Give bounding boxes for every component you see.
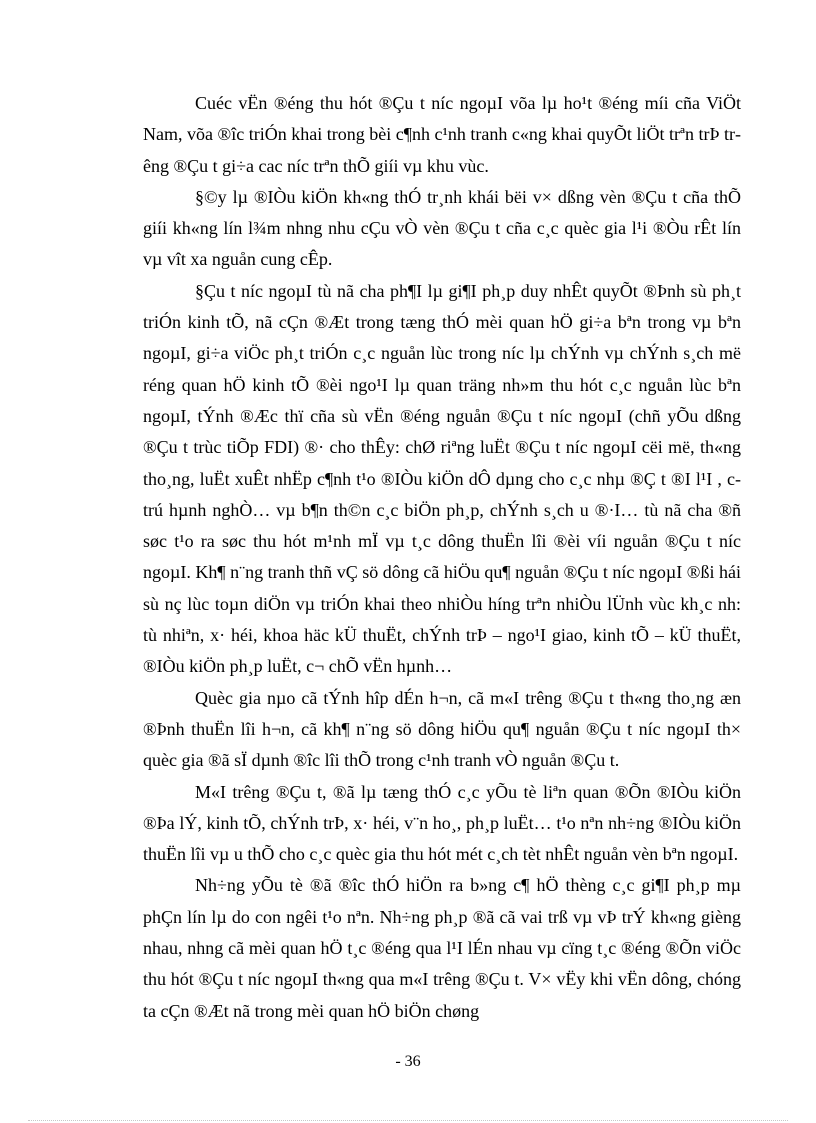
body-text <box>143 88 741 1027</box>
paragraph: §Çu t níc ngoµI tù nã cha ph¶I lµ gi¶I ph¸p duy nhÊt quyÕt ®Þnh sù ph¸t triÓn kinh tÕ, nã cÇn ®Æt trong tæng thÓ mèi quan hÖ gi÷a bªn trong vµ bªn ngoµI, gi÷a viÖc ph¸t triÓn c¸c nguån lùc trong níc lµ chÝnh vµ chÝnh s¸ch më réng quan hÖ kinh tÕ ®èi ngo¹I lµ quan träng nh»m thu hót c¸c nguån lùc bªn ngoµI, tÝnh ®Æc thï cña sù vËn ®éng nguån ®Çu t níc ngoµI (chñ yÕu dßng ®Çu t trùc tiÕp FDI) ®· cho thÊy: chØ riªng luËt ®Çu t níc ngoµI cëi më, th«ng tho¸ng, luËt xuÊt nhËp c¶nh t¹o ®IÒu kiÖn dÔ dµng cho c¸c nhµ ®Ç t ®I l¹I , c trú hµnh nghÒ… vµ b¶n th©n c¸c biÖn ph¸p, chÝnh s¸ch u ®·I… tù nã cha ®ñ søc t¹o ra søc thu hót m¹nh mÏ vµ t¸c dông thuËn lîi ®èi víi nguån ®Çu t níc ngoµI. Kh¶ n¨ng tranh thñ vÇ sö dông cã hiÖu qu¶ nguån ®Çu t níc ngoµI ®ßi hái sù nç lùc toµn diÖn vµ triÓn khai theo nhiÒu híng trªn nhiÒu lÜnh vùc kh¸c nh: tù nhiªn, x· héi, khoa häc kÜ thuËt, chÝnh trÞ – ngo¹I giao, kinh tÕ – kÜ thuËt, ®IÒu kiÖn ph¸p luËt, c¬ chÕ vËn hµnh… <box>143 280 741 677</box>
paragraph: Cuéc vËn ®éng thu hót ®Çu t níc ngoµI võa lµ ho¹t ®éng míi cña ViÖt Nam, võa ®îc triÓn khai trong bèi c¶nh c¹nh tranh c«ng khai quyÕt liÖt trªn trÞ trêng ®Çu t gi÷a cac níc trªn thÕ giíi vµ khu vùc. <box>143 93 741 176</box>
paragraph: Quèc gia nµo cã tÝnh hîp dÉn h¬n, cã m«I trêng ®Çu t th«ng tho¸ng æn ®Þnh thuËn lîi h¬n, cã kh¶ n¨ng sö dông hiÖu qu¶ nguån ®Çu t níc ngoµI th× quèc gia ®ã sÏ dµnh ®îc lîi thÕ trong c¹nh tranh vÒ nguån ®Çu t. <box>143 687 741 771</box>
page-bottom-divider <box>28 1120 788 1121</box>
paragraph: §©y lµ ®IÒu kiÖn kh«ng thÓ tr¸nh khái bëi v× dßng vèn ®Çu t cña thÕ giíi kh«ng lín l¾m nhng nhu cÇu vÒ vèn ®Çu t cña c¸c quèc gia l¹i ®Òu rÊt lín vµ vît xa nguån cung cÊp. <box>143 186 741 270</box>
paragraph: Nh÷ng yÕu tè ®ã ®îc thÓ hiÖn ra b»ng c¶ hÖ thèng c¸c gi¶I ph¸p mµ phÇn lín lµ do con ngêi t¹o nªn. Nh÷ng ph¸p ®ã cã vai trß vµ vÞ trÝ kh«ng gièng nhau, nhng cã mèi quan hÖ t¸c ®éng qua l¹I lÉn nhau vµ cïng t¸c ®éng ®Õn viÖc thu hót ®Çu t níc ngoµI th«ng qua m«I trêng ®Çu t. V× vËy khi vËn dông, chóng ta cÇn ®Æt nã trong mèi quan hÖ biÖn chøng <box>143 875 741 1021</box>
paragraph: M«I trêng ®Çu t, ®ã lµ tæng thÓ c¸c yÕu tè liªn quan ®Õn ®IÒu kiÖn ®Þa lÝ, kinh tÕ, chÝnh trÞ, x· héi, v¨n ho¸, ph¸p luËt… t¹o nªn nh÷ng ®IÒu kiÖn thuËn lîi vµ u thÕ cho c¸c quèc gia thu hót mét c¸ch tèt nhÊt nguån vèn bªn ngoµI. <box>143 781 741 865</box>
page-number: - 36 <box>395 1053 421 1070</box>
